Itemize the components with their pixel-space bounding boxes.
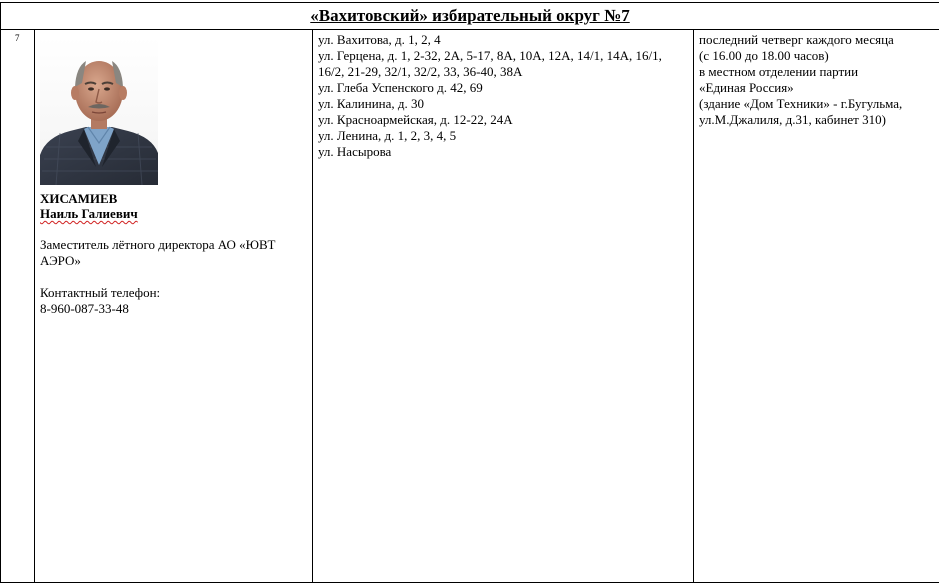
schedule-line: (с 16.00 до 18.00 часов) <box>699 48 829 63</box>
district-title-cell <box>1 3 939 30</box>
address-line: ул. Насырова <box>318 144 392 159</box>
addresses-cell <box>313 30 694 583</box>
address-line: ул. Вахитова, д. 1, 2, 4 <box>318 32 441 47</box>
spacer <box>40 221 308 237</box>
district-table <box>0 2 939 583</box>
row-number: 7 <box>1 30 35 583</box>
candidate-photo <box>40 37 158 185</box>
address-line: ул. Ленина, д. 1, 2, 3, 4, 5 <box>318 128 457 143</box>
candidate-phone-label: Контактный телефон: <box>40 285 161 300</box>
candidate-position: Заместитель лётного директора АО «ЮВТ АЭРО» <box>40 237 276 268</box>
schedule-line: в местном отделении партии <box>699 64 859 79</box>
schedule-line: последний четверг каждого месяца <box>699 32 894 47</box>
table-header-row <box>1 3 939 30</box>
table-row <box>1 30 939 583</box>
district-title: «Вахитовский» избирательный округ №7 <box>310 6 630 25</box>
address-line: ул. Калинина, д. 30 <box>318 96 424 111</box>
schedule-cell <box>694 30 939 583</box>
candidate-cell <box>35 30 313 583</box>
address-line: ул. Герцена, д. 1, 2-32, 2А, 5-17, 8А, 10А, 12А, 14/1, 14А, 16/1, 16/2, 21-29, 32/1, 32/2, 33, 36-40, 38А <box>318 48 662 79</box>
candidate-name-patronymic: Наиль Галиевич <box>40 206 138 221</box>
address-line: ул. Глеба Успенского д. 42, 69 <box>318 80 483 95</box>
schedule-line: (здание «Дом Техники» - г.Бугульма, ул.М.Джалиля, д.31, кабинет 310) <box>699 96 903 127</box>
candidate-name-line <box>40 206 308 221</box>
address-line: ул. Красноармейская, д. 12-22, 24А <box>318 112 513 127</box>
candidate-surname: ХИСАМИЕВ <box>40 191 118 206</box>
spacer <box>40 269 308 285</box>
candidate-phone: 8-960-087-33-48 <box>40 301 129 316</box>
schedule-line: «Единая Россия» <box>699 80 794 95</box>
